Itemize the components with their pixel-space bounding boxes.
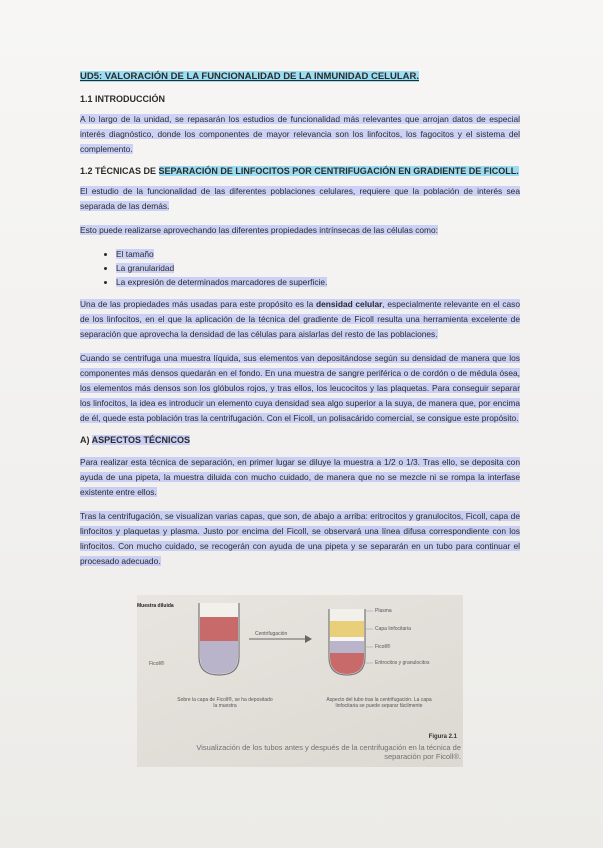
tube-after	[329, 609, 373, 675]
section-a-title-highlight: ASPECTOS TÉCNICOS	[91, 435, 191, 445]
plasma-layer	[330, 621, 364, 637]
label-plasma: Plasma	[375, 608, 392, 614]
section-2-paragraph-1: El estudio de la funcionalidad de las diferentes poblaciones celulares, requiere que la población de interés sea separada de las demás.	[80, 186, 520, 211]
caption-before: Sobre la capa de Ficoll®, se ha depositado la muestra	[177, 697, 273, 709]
caption-after: Aspecto del tubo tras la centrifugación. La capa linfocitaria se puede separar fácilmente	[326, 697, 432, 709]
section-1-paragraph: A lo largo de la unidad, se repasarán los estudios de funcionalidad más relevantes que arrojan datos de especial interés diagnóstico, donde los componentes de mayor relevancia son los linfocitos, los fagocitos y el sistema del complemento.	[80, 114, 520, 154]
diluted-sample-layer	[200, 617, 238, 641]
section-2-title-highlight: SEPARACIÓN DE LINFOCITOS POR CENTRIFUGACIÓN EN GRADIENTE DE FICOLL.	[158, 166, 519, 176]
label-erythrocytes: Eritrocitos y granulocitos	[375, 660, 430, 666]
section-2-paragraph-4: Cuando se centrifuga una muestra líquida, sus elementos van depositándose según su densidad de manera que los componentes más densos quedarán en el fondo. En una muestra de sangre periférica o de cordón o de médula ósea, los elementos más densos son los glóbulos rojos, y tras ellos, los leucocitos y las plaquetas. Para conseguir separar los linfocitos, la idea es introducir un elemento cuya densidad sea algo superior a la suya, de manera que, por encima de él, quede esta población tras la centrifugación. Con el Ficoll, un polisacárido comercial, se consigue este propósito.	[80, 353, 520, 423]
list-item: • La expresión de determinados marcadores de superficie.	[116, 275, 520, 289]
section-2-title	[80, 166, 520, 176]
label-centrifugation: Centrifugación	[255, 631, 288, 637]
list-item: • La granularidad	[116, 261, 520, 275]
figure-caption: Visualización de los tubos antes y después de la centrifugación en la técnica de separación por Ficoll®.	[196, 743, 461, 761]
ficoll-figure	[137, 595, 463, 767]
ficoll-layer-after	[330, 641, 364, 653]
label-diluted-sample: Muestra diluida	[137, 603, 174, 609]
section-a-paragraph-2: Tras la centrifugación, se visualizan varias capas, que son, de abajo a arriba: eritrocitos y granulocitos, Ficoll, capa de linfocitos y plaquetas y plasma. Justo por encima del Ficoll, se observará una línea difusa correspondiente con los linfocitos. Con mucho cuidado, se recogerán con ayuda de una pipeta y se separarán en un tubo para continuar el procesado adecuado.	[80, 511, 520, 566]
list-item: • El tamaño	[116, 247, 520, 261]
label-ficoll-left: Ficoll®	[149, 661, 165, 667]
document-content	[80, 66, 520, 578]
ficoll-layer	[200, 641, 238, 674]
section-a-paragraph-1: Para realizar esta técnica de separación, en primer lugar se diluye la muestra a 1/2 o 1/3. Tras ello, se deposita con ayuda de una pipeta, la muestra diluida con mucho cuidado, de manera que no se mezcle ni se rompa la interfase existente entre ellos.	[80, 457, 520, 497]
tube-before	[199, 603, 239, 675]
section-1-title: 1.1 INTRODUCCIÓN	[80, 94, 166, 104]
figure-illustration	[137, 595, 463, 767]
properties-list	[80, 247, 520, 289]
lymphocyte-layer	[330, 637, 364, 641]
label-lymphocyte-layer: Capa linfocitaria	[375, 626, 411, 632]
figure-number: Figura 2.1	[428, 734, 457, 740]
section-2-paragraph-2: Esto puede realizarse aprovechando las diferentes propiedades intrínsecas de las células como:	[80, 225, 439, 235]
label-ficoll-right: Ficoll®	[375, 644, 391, 650]
section-2-title-prefix: 1.2 TÉCNICAS DE	[80, 166, 159, 176]
unit-heading: UD5: VALORACIÓN DE LA FUNCIONALIDAD DE LA INMUNIDAD CELULAR.	[80, 71, 419, 82]
section-a-title: A) ASPECTOS TÉCNICOS	[80, 435, 191, 445]
section-2-paragraph-3: Una de las propiedades más usadas para este propósito es la densidad celular, especialmente relevante en el caso de los linfocitos, en el que la aplicación de la técnica del gradiente de Ficoll resulta una herramienta excelente de separación que aprovecha la densidad de las células para aislarlas del resto de las poblaciones.	[80, 299, 521, 339]
